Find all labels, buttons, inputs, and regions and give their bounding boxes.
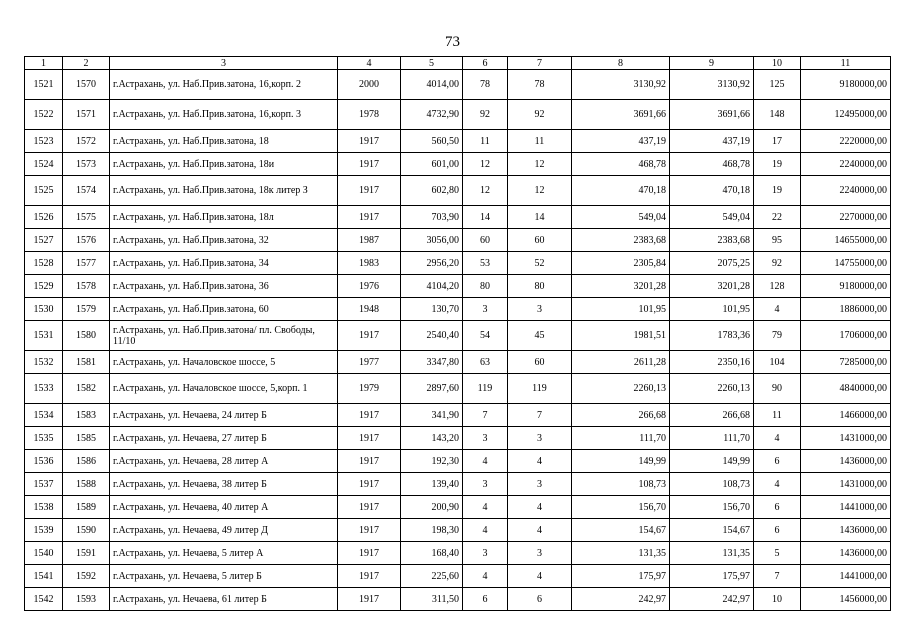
cell-col-8: 101,95	[572, 298, 670, 321]
cell-col-9: 175,97	[670, 565, 754, 588]
cell-col-4: 1917	[338, 565, 401, 588]
cell-col-10: 19	[754, 176, 801, 206]
cell-col-9: 468,78	[670, 153, 754, 176]
cell-col-2: 1590	[63, 519, 110, 542]
cell-col-11: 1886000,00	[801, 298, 891, 321]
cell-col-8: 149,99	[572, 450, 670, 473]
cell-col-11: 12495000,00	[801, 100, 891, 130]
cell-col-4: 1917	[338, 588, 401, 611]
table-row	[25, 275, 891, 298]
cell-col-7: 45	[508, 321, 572, 351]
cell-col-1: 1532	[25, 351, 63, 374]
cell-col-4: 1917	[338, 404, 401, 427]
cell-col-11: 1441000,00	[801, 565, 891, 588]
cell-col-10: 4	[754, 298, 801, 321]
cell-col-11: 1706000,00	[801, 321, 891, 351]
cell-col-7: 4	[508, 519, 572, 542]
cell-col-10: 7	[754, 565, 801, 588]
cell-col-8: 175,97	[572, 565, 670, 588]
column-header: 4	[338, 57, 401, 70]
cell-col-6: 12	[463, 153, 508, 176]
cell-col-10: 10	[754, 588, 801, 611]
cell-col-3: г.Астрахань, ул. Началовское шоссе, 5	[110, 351, 338, 374]
cell-col-5: 225,60	[401, 565, 463, 588]
cell-col-6: 14	[463, 206, 508, 229]
cell-col-8: 549,04	[572, 206, 670, 229]
cell-col-11: 9180000,00	[801, 70, 891, 100]
cell-col-3: г.Астрахань, ул. Наб.Прив.затона, 34	[110, 252, 338, 275]
cell-col-1: 1524	[25, 153, 63, 176]
cell-col-3: г.Астрахань, ул. Нечаева, 40 литер А	[110, 496, 338, 519]
cell-col-3: г.Астрахань, ул. Наб.Прив.затона, 18и	[110, 153, 338, 176]
table-header-row	[25, 57, 891, 70]
cell-col-2: 1580	[63, 321, 110, 351]
cell-col-7: 3	[508, 427, 572, 450]
cell-col-2: 1582	[63, 374, 110, 404]
cell-col-8: 2611,28	[572, 351, 670, 374]
table-row	[25, 565, 891, 588]
cell-col-3: г.Астрахань, ул. Нечаева, 24 литер Б	[110, 404, 338, 427]
cell-col-2: 1583	[63, 404, 110, 427]
cell-col-1: 1530	[25, 298, 63, 321]
cell-col-4: 1948	[338, 298, 401, 321]
cell-col-4: 1987	[338, 229, 401, 252]
cell-col-2: 1581	[63, 351, 110, 374]
cell-col-2: 1571	[63, 100, 110, 130]
cell-col-3: г.Астрахань, ул. Наб.Прив.затона, 60	[110, 298, 338, 321]
cell-col-1: 1542	[25, 588, 63, 611]
cell-col-9: 3691,66	[670, 100, 754, 130]
cell-col-9: 437,19	[670, 130, 754, 153]
cell-col-3: г.Астрахань, ул. Нечаева, 5 литер Б	[110, 565, 338, 588]
table-row	[25, 427, 891, 450]
cell-col-2: 1593	[63, 588, 110, 611]
cell-col-5: 560,50	[401, 130, 463, 153]
cell-col-8: 131,35	[572, 542, 670, 565]
table-row	[25, 404, 891, 427]
column-header: 3	[110, 57, 338, 70]
cell-col-5: 139,40	[401, 473, 463, 496]
cell-col-4: 1983	[338, 252, 401, 275]
cell-col-10: 17	[754, 130, 801, 153]
cell-col-4: 1917	[338, 176, 401, 206]
table-row	[25, 206, 891, 229]
table-row	[25, 588, 891, 611]
cell-col-2: 1588	[63, 473, 110, 496]
cell-col-6: 60	[463, 229, 508, 252]
cell-col-1: 1529	[25, 275, 63, 298]
cell-col-2: 1575	[63, 206, 110, 229]
cell-col-3: г.Астрахань, ул. Нечаева, 28 литер А	[110, 450, 338, 473]
cell-col-11: 4840000,00	[801, 374, 891, 404]
cell-col-10: 6	[754, 496, 801, 519]
cell-col-9: 2350,16	[670, 351, 754, 374]
cell-col-10: 128	[754, 275, 801, 298]
cell-col-6: 4	[463, 565, 508, 588]
cell-col-5: 2540,40	[401, 321, 463, 351]
cell-col-8: 1981,51	[572, 321, 670, 351]
cell-col-7: 12	[508, 153, 572, 176]
cell-col-7: 3	[508, 298, 572, 321]
cell-col-11: 1436000,00	[801, 519, 891, 542]
column-header: 6	[463, 57, 508, 70]
cell-col-8: 108,73	[572, 473, 670, 496]
cell-col-3: г.Астрахань, ул. Наб.Прив.затона, 16,корп. 3	[110, 100, 338, 130]
cell-col-2: 1585	[63, 427, 110, 450]
cell-col-1: 1539	[25, 519, 63, 542]
column-header: 11	[801, 57, 891, 70]
cell-col-2: 1579	[63, 298, 110, 321]
cell-col-1: 1538	[25, 496, 63, 519]
cell-col-10: 125	[754, 70, 801, 100]
cell-col-2: 1589	[63, 496, 110, 519]
cell-col-11: 1431000,00	[801, 473, 891, 496]
cell-col-8: 154,67	[572, 519, 670, 542]
cell-col-1: 1540	[25, 542, 63, 565]
cell-col-10: 92	[754, 252, 801, 275]
cell-col-9: 266,68	[670, 404, 754, 427]
cell-col-2: 1572	[63, 130, 110, 153]
cell-col-6: 3	[463, 473, 508, 496]
cell-col-3: г.Астрахань, ул. Наб.Прив.затона, 18к литер З	[110, 176, 338, 206]
column-header: 1	[25, 57, 63, 70]
cell-col-8: 156,70	[572, 496, 670, 519]
cell-col-9: 108,73	[670, 473, 754, 496]
cell-col-1: 1528	[25, 252, 63, 275]
page-number: 73	[445, 34, 460, 50]
cell-col-5: 2897,60	[401, 374, 463, 404]
cell-col-1: 1521	[25, 70, 63, 100]
cell-col-11: 2220000,00	[801, 130, 891, 153]
column-header: 2	[63, 57, 110, 70]
cell-col-7: 119	[508, 374, 572, 404]
cell-col-11: 14655000,00	[801, 229, 891, 252]
cell-col-6: 53	[463, 252, 508, 275]
cell-col-1: 1534	[25, 404, 63, 427]
cell-col-7: 6	[508, 588, 572, 611]
cell-col-3: г.Астрахань, ул. Наб.Прив.затона, 36	[110, 275, 338, 298]
cell-col-6: 63	[463, 351, 508, 374]
cell-col-7: 14	[508, 206, 572, 229]
cell-col-7: 52	[508, 252, 572, 275]
cell-col-1: 1527	[25, 229, 63, 252]
cell-col-6: 4	[463, 450, 508, 473]
cell-col-11: 1436000,00	[801, 450, 891, 473]
cell-col-2: 1578	[63, 275, 110, 298]
cell-col-4: 1917	[338, 496, 401, 519]
cell-col-1: 1537	[25, 473, 63, 496]
column-header: 8	[572, 57, 670, 70]
table-row	[25, 153, 891, 176]
cell-col-11: 7285000,00	[801, 351, 891, 374]
cell-col-6: 119	[463, 374, 508, 404]
cell-col-4: 2000	[338, 70, 401, 100]
cell-col-7: 4	[508, 450, 572, 473]
cell-col-2: 1573	[63, 153, 110, 176]
column-header: 5	[401, 57, 463, 70]
registry-table	[24, 56, 891, 611]
cell-col-8: 242,97	[572, 588, 670, 611]
cell-col-8: 2305,84	[572, 252, 670, 275]
cell-col-5: 200,90	[401, 496, 463, 519]
cell-col-7: 12	[508, 176, 572, 206]
cell-col-7: 4	[508, 496, 572, 519]
table-row	[25, 252, 891, 275]
table-row	[25, 473, 891, 496]
cell-col-4: 1917	[338, 153, 401, 176]
cell-col-4: 1917	[338, 427, 401, 450]
cell-col-1: 1533	[25, 374, 63, 404]
cell-col-9: 2383,68	[670, 229, 754, 252]
column-header: 10	[754, 57, 801, 70]
cell-col-5: 311,50	[401, 588, 463, 611]
cell-col-7: 92	[508, 100, 572, 130]
cell-col-6: 4	[463, 519, 508, 542]
cell-col-10: 6	[754, 519, 801, 542]
cell-col-10: 79	[754, 321, 801, 351]
cell-col-6: 3	[463, 298, 508, 321]
table-row	[25, 100, 891, 130]
cell-col-5: 601,00	[401, 153, 463, 176]
cell-col-4: 1978	[338, 100, 401, 130]
cell-col-2: 1592	[63, 565, 110, 588]
cell-col-8: 266,68	[572, 404, 670, 427]
cell-col-2: 1576	[63, 229, 110, 252]
cell-col-9: 470,18	[670, 176, 754, 206]
table-row	[25, 176, 891, 206]
cell-col-9: 101,95	[670, 298, 754, 321]
cell-col-7: 11	[508, 130, 572, 153]
cell-col-3: г.Астрахань, ул. Наб.Прив.затона, 16,корп. 2	[110, 70, 338, 100]
cell-col-1: 1526	[25, 206, 63, 229]
cell-col-6: 92	[463, 100, 508, 130]
cell-col-7: 3	[508, 542, 572, 565]
cell-col-11: 2240000,00	[801, 176, 891, 206]
cell-col-5: 341,90	[401, 404, 463, 427]
cell-col-4: 1917	[338, 130, 401, 153]
table-row	[25, 374, 891, 404]
table-row	[25, 496, 891, 519]
cell-col-8: 3201,28	[572, 275, 670, 298]
cell-col-4: 1917	[338, 473, 401, 496]
cell-col-1: 1535	[25, 427, 63, 450]
cell-col-9: 2260,13	[670, 374, 754, 404]
cell-col-4: 1917	[338, 206, 401, 229]
cell-col-6: 6	[463, 588, 508, 611]
cell-col-8: 470,18	[572, 176, 670, 206]
cell-col-4: 1976	[338, 275, 401, 298]
cell-col-6: 78	[463, 70, 508, 100]
cell-col-11: 1456000,00	[801, 588, 891, 611]
cell-col-10: 148	[754, 100, 801, 130]
table-row	[25, 450, 891, 473]
cell-col-5: 192,30	[401, 450, 463, 473]
cell-col-7: 4	[508, 565, 572, 588]
cell-col-8: 437,19	[572, 130, 670, 153]
cell-col-4: 1917	[338, 519, 401, 542]
cell-col-7: 3	[508, 473, 572, 496]
cell-col-4: 1979	[338, 374, 401, 404]
cell-col-10: 5	[754, 542, 801, 565]
cell-col-10: 22	[754, 206, 801, 229]
cell-col-6: 11	[463, 130, 508, 153]
cell-col-9: 156,70	[670, 496, 754, 519]
cell-col-3: г.Астрахань, ул. Наб.Прив.затона, 18л	[110, 206, 338, 229]
cell-col-9: 149,99	[670, 450, 754, 473]
cell-col-9: 242,97	[670, 588, 754, 611]
cell-col-10: 4	[754, 427, 801, 450]
cell-col-11: 1441000,00	[801, 496, 891, 519]
cell-col-7: 60	[508, 351, 572, 374]
cell-col-1: 1531	[25, 321, 63, 351]
cell-col-10: 104	[754, 351, 801, 374]
column-header: 9	[670, 57, 754, 70]
table-row	[25, 321, 891, 351]
cell-col-5: 4014,00	[401, 70, 463, 100]
cell-col-9: 3201,28	[670, 275, 754, 298]
cell-col-5: 168,40	[401, 542, 463, 565]
cell-col-7: 80	[508, 275, 572, 298]
cell-col-11: 2270000,00	[801, 206, 891, 229]
table-body	[25, 70, 891, 611]
cell-col-10: 6	[754, 450, 801, 473]
cell-col-2: 1577	[63, 252, 110, 275]
cell-col-7: 78	[508, 70, 572, 100]
cell-col-3: г.Астрахань, ул. Нечаева, 27 литер Б	[110, 427, 338, 450]
cell-col-5: 4732,90	[401, 100, 463, 130]
cell-col-1: 1541	[25, 565, 63, 588]
cell-col-6: 3	[463, 542, 508, 565]
cell-col-4: 1977	[338, 351, 401, 374]
cell-col-11: 14755000,00	[801, 252, 891, 275]
cell-col-8: 3130,92	[572, 70, 670, 100]
cell-col-8: 3691,66	[572, 100, 670, 130]
cell-col-4: 1917	[338, 321, 401, 351]
cell-col-3: г.Астрахань, ул. Наб.Прив.затона/ пл. Свободы, 11/10	[110, 321, 338, 351]
table-row	[25, 351, 891, 374]
cell-col-9: 111,70	[670, 427, 754, 450]
table-row	[25, 542, 891, 565]
cell-col-8: 111,70	[572, 427, 670, 450]
cell-col-2: 1591	[63, 542, 110, 565]
column-header: 7	[508, 57, 572, 70]
cell-col-10: 90	[754, 374, 801, 404]
cell-col-3: г.Астрахань, ул. Нечаева, 38 литер Б	[110, 473, 338, 496]
cell-col-5: 3347,80	[401, 351, 463, 374]
table-row	[25, 519, 891, 542]
cell-col-5: 3056,00	[401, 229, 463, 252]
cell-col-11: 1466000,00	[801, 404, 891, 427]
cell-col-9: 549,04	[670, 206, 754, 229]
cell-col-6: 3	[463, 427, 508, 450]
cell-col-4: 1917	[338, 542, 401, 565]
cell-col-10: 95	[754, 229, 801, 252]
cell-col-7: 7	[508, 404, 572, 427]
cell-col-1: 1536	[25, 450, 63, 473]
table-row	[25, 70, 891, 100]
cell-col-3: г.Астрахань, ул. Нечаева, 49 литер Д	[110, 519, 338, 542]
cell-col-10: 19	[754, 153, 801, 176]
cell-col-4: 1917	[338, 450, 401, 473]
cell-col-5: 130,70	[401, 298, 463, 321]
cell-col-5: 143,20	[401, 427, 463, 450]
cell-col-9: 2075,25	[670, 252, 754, 275]
cell-col-6: 80	[463, 275, 508, 298]
cell-col-11: 1431000,00	[801, 427, 891, 450]
cell-col-3: г.Астрахань, ул. Наб.Прив.затона, 18	[110, 130, 338, 153]
cell-col-3: г.Астрахань, ул. Началовское шоссе, 5,корп. 1	[110, 374, 338, 404]
cell-col-2: 1570	[63, 70, 110, 100]
cell-col-7: 60	[508, 229, 572, 252]
table-row	[25, 298, 891, 321]
cell-col-9: 154,67	[670, 519, 754, 542]
cell-col-2: 1574	[63, 176, 110, 206]
cell-col-6: 4	[463, 496, 508, 519]
cell-col-9: 131,35	[670, 542, 754, 565]
cell-col-6: 54	[463, 321, 508, 351]
cell-col-1: 1522	[25, 100, 63, 130]
cell-col-3: г.Астрахань, ул. Нечаева, 5 литер А	[110, 542, 338, 565]
cell-col-8: 2260,13	[572, 374, 670, 404]
table-row	[25, 130, 891, 153]
cell-col-6: 12	[463, 176, 508, 206]
cell-col-10: 4	[754, 473, 801, 496]
cell-col-6: 7	[463, 404, 508, 427]
cell-col-11: 9180000,00	[801, 275, 891, 298]
cell-col-5: 703,90	[401, 206, 463, 229]
cell-col-5: 2956,20	[401, 252, 463, 275]
table-row	[25, 229, 891, 252]
cell-col-9: 3130,92	[670, 70, 754, 100]
cell-col-1: 1525	[25, 176, 63, 206]
cell-col-11: 1436000,00	[801, 542, 891, 565]
cell-col-5: 4104,20	[401, 275, 463, 298]
cell-col-5: 602,80	[401, 176, 463, 206]
cell-col-3: г.Астрахань, ул. Нечаева, 61 литер Б	[110, 588, 338, 611]
cell-col-8: 468,78	[572, 153, 670, 176]
cell-col-5: 198,30	[401, 519, 463, 542]
cell-col-1: 1523	[25, 130, 63, 153]
cell-col-10: 11	[754, 404, 801, 427]
cell-col-9: 1783,36	[670, 321, 754, 351]
cell-col-11: 2240000,00	[801, 153, 891, 176]
cell-col-3: г.Астрахань, ул. Наб.Прив.затона, 32	[110, 229, 338, 252]
cell-col-8: 2383,68	[572, 229, 670, 252]
cell-col-2: 1586	[63, 450, 110, 473]
